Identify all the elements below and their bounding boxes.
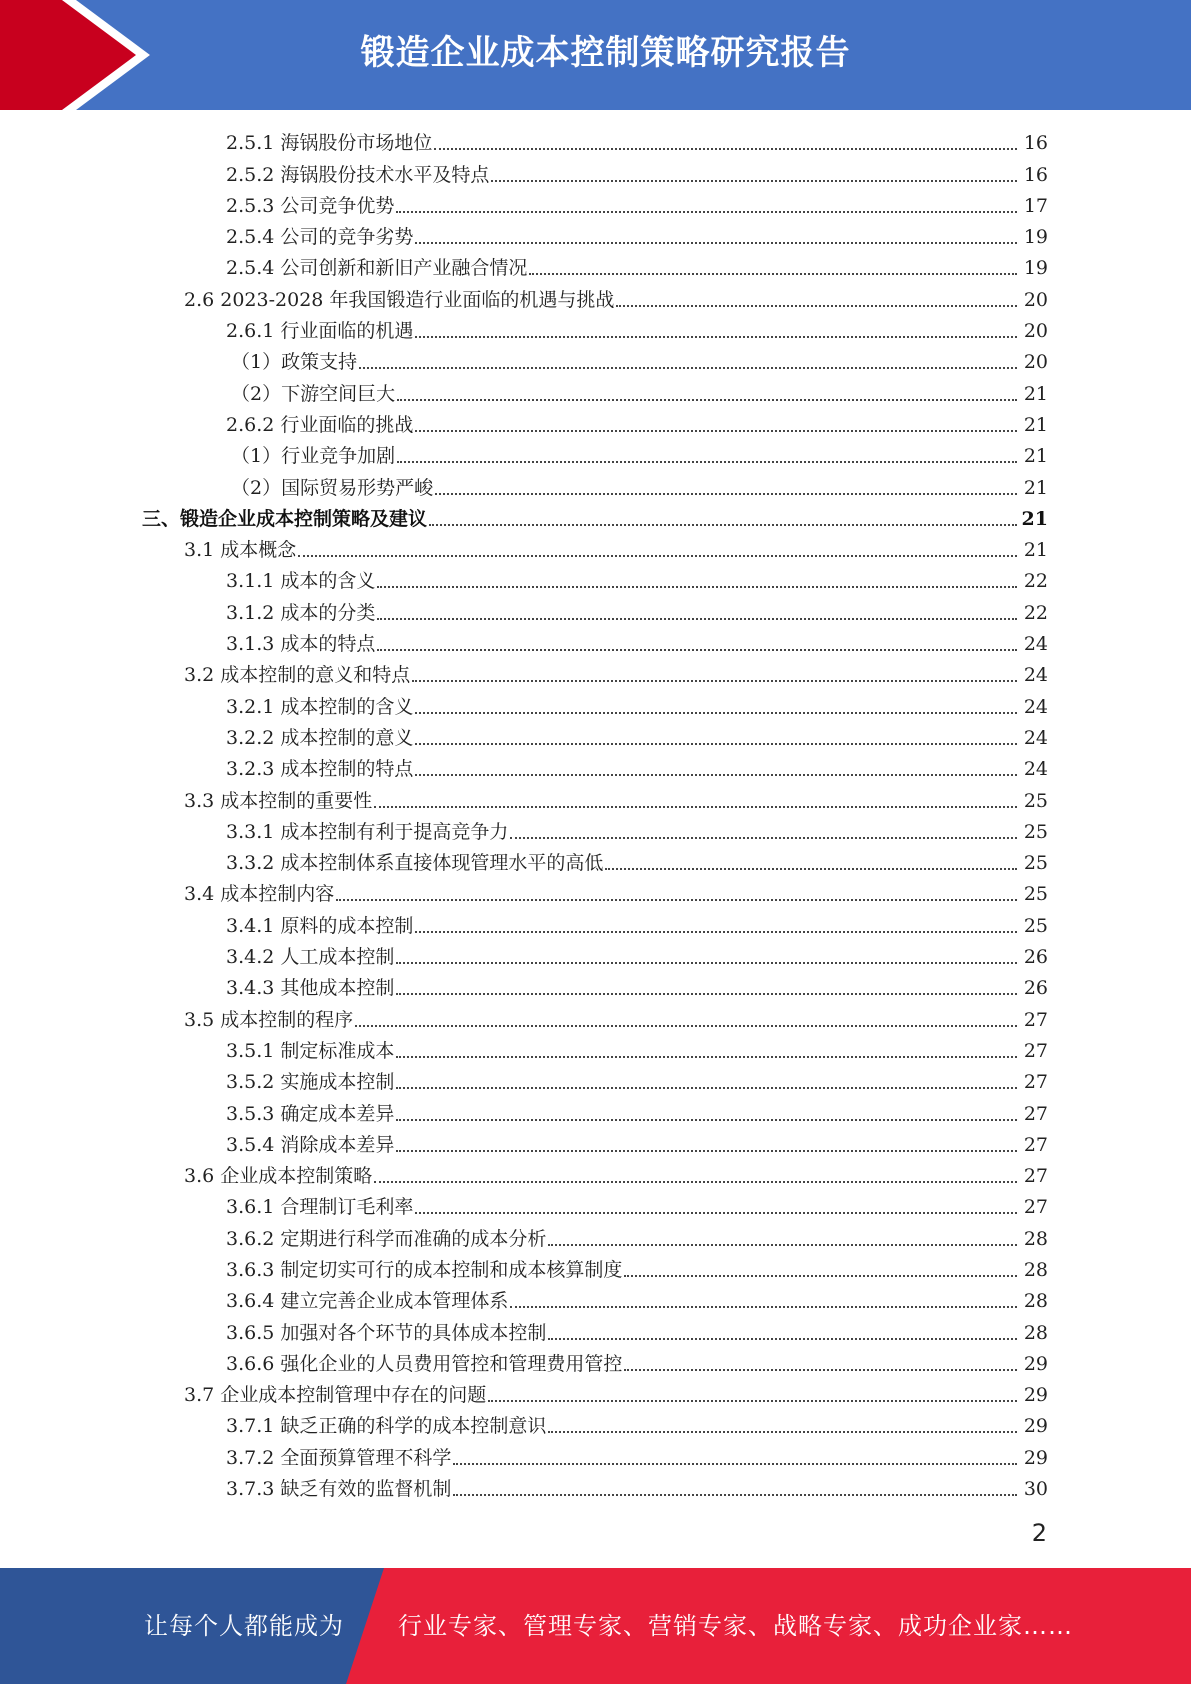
toc-entry-label: 2.5.3 公司竞争优势 (226, 194, 395, 217)
report-title: 锻造企业成本控制策略研究报告 (360, 33, 851, 73)
toc-entry-page: 29 (1023, 1384, 1048, 1407)
toc-entry[interactable] (0, 1254, 1191, 1285)
toc-entry-page: 24 (1023, 664, 1048, 687)
toc-entry-label: 3.3.2 成本控制体系直接体现管理水平的高低 (226, 852, 604, 875)
toc-dot-leader (377, 618, 1017, 620)
toc-entry-page: 21 (1023, 539, 1048, 562)
toc-entry[interactable] (0, 315, 1191, 346)
toc-entry-page: 27 (1023, 1071, 1048, 1094)
toc-entry-label: 3.1.2 成本的分类 (226, 601, 376, 624)
footer-slogan-right: 行业专家、管理专家、营销专家、战略专家、成功企业家…… (398, 1612, 1073, 1640)
toc-dot-leader (396, 1150, 1017, 1152)
toc-entry-label: 3.3 成本控制的重要性 (184, 789, 373, 812)
toc-entry[interactable] (0, 628, 1191, 659)
toc-entry[interactable] (0, 1003, 1191, 1034)
toc-entry-page: 28 (1023, 1227, 1048, 1250)
toc-dot-leader (548, 1431, 1017, 1433)
toc-dot-leader (298, 555, 1017, 557)
toc-entry[interactable] (0, 534, 1191, 565)
toc-dot-leader (415, 242, 1017, 244)
toc-entry-label: 2.5.4 公司创新和新旧产业融合情况 (226, 257, 528, 280)
toc-entry[interactable] (0, 1473, 1191, 1504)
toc-entry-label: 2.5.1 海锅股份市场地位 (226, 132, 433, 155)
toc-entry-label: 3.5.1 制定标准成本 (226, 1039, 395, 1062)
toc-dot-leader (396, 993, 1017, 995)
toc-dot-leader (397, 399, 1017, 401)
toc-dot-leader (396, 962, 1017, 964)
toc-entry-label: 3.7.2 全面预算管理不科学 (226, 1446, 452, 1469)
toc-entry[interactable] (0, 1441, 1191, 1472)
toc-dot-leader (491, 180, 1017, 182)
toc-entry[interactable] (0, 596, 1191, 627)
page-footer (0, 1568, 1191, 1684)
toc-entry-page: 19 (1023, 226, 1048, 249)
toc-entry-label: 3.5 成本控制的程序 (184, 1008, 354, 1031)
toc-entry-page: 20 (1023, 288, 1048, 311)
toc-entry-label: 3.6.2 定期进行科学而准确的成本分析 (226, 1227, 547, 1250)
toc-entry-label: （1）政策支持 (231, 351, 358, 374)
toc-entry[interactable] (0, 158, 1191, 189)
toc-entry-label: 3.1.1 成本的含义 (226, 570, 376, 593)
toc-entry-page: 21 (1021, 507, 1048, 530)
toc-entry[interactable] (0, 1191, 1191, 1222)
toc-dot-leader (377, 649, 1017, 651)
toc-entry-label: 3.2.3 成本控制的特点 (226, 758, 414, 781)
toc-entry-label: 3.6.1 合理制订毛利率 (226, 1196, 414, 1219)
toc-entry[interactable] (0, 190, 1191, 221)
toc-entry[interactable] (0, 1129, 1191, 1160)
toc-entry-page: 27 (1023, 1133, 1048, 1156)
toc-entry[interactable] (0, 659, 1191, 690)
toc-entry-page: 25 (1023, 820, 1048, 843)
toc-entry-page: 26 (1023, 946, 1048, 969)
toc-dot-leader (488, 1400, 1017, 1402)
toc-dot-leader (415, 336, 1017, 338)
toc-entry[interactable] (0, 409, 1191, 440)
toc-entry-page: 27 (1023, 1165, 1048, 1188)
toc-entry-label: 3.1 成本概念 (184, 539, 297, 562)
toc-entry-page: 22 (1023, 601, 1048, 624)
toc-entry[interactable] (0, 1160, 1191, 1191)
toc-entry[interactable] (0, 690, 1191, 721)
toc-entry-page: 29 (1023, 1352, 1048, 1375)
toc-entry-page: 27 (1023, 1102, 1048, 1125)
toc-entry-label: 3.7 企业成本控制管理中存在的问题 (184, 1384, 487, 1407)
toc-entry-label: 3.6.6 强化企业的人员费用管控和管理费用管控 (226, 1352, 623, 1375)
toc-entry[interactable] (0, 753, 1191, 784)
toc-entry[interactable] (0, 1285, 1191, 1316)
toc-entry-label: 2.6.1 行业面临的机遇 (226, 320, 414, 343)
toc-entry-page: 27 (1023, 1039, 1048, 1062)
toc-entry-label: （2）国际贸易形势严峻 (231, 476, 434, 499)
toc-entry[interactable] (0, 1316, 1191, 1347)
toc-entry-page: 21 (1023, 445, 1048, 468)
toc-entry-label: 2.5.2 海锅股份技术水平及特点 (226, 163, 490, 186)
toc-entry[interactable] (0, 816, 1191, 847)
toc-dot-leader (510, 1306, 1017, 1308)
toc-dot-leader (355, 1025, 1017, 1027)
toc-entry-label: 3.4.2 人工成本控制 (226, 946, 395, 969)
toc-dot-leader (374, 1181, 1017, 1183)
toc-entry-label: 3.5.2 实施成本控制 (226, 1071, 395, 1094)
toc-dot-leader (429, 524, 1017, 526)
footer-slogan-left: 让每个人都能成为 (144, 1612, 344, 1640)
toc-entry[interactable] (0, 252, 1191, 283)
toc-dot-leader (336, 899, 1017, 901)
toc-entry-label: 3.2.2 成本控制的意义 (226, 726, 414, 749)
toc-entry-page: 24 (1023, 633, 1048, 656)
toc-entry[interactable] (0, 565, 1191, 596)
toc-entry-page: 28 (1023, 1258, 1048, 1281)
toc-dot-leader (396, 1087, 1017, 1089)
toc-dot-leader (397, 461, 1017, 463)
toc-entry-label: 3.7.1 缺乏正确的科学的成本控制意识 (226, 1415, 547, 1438)
toc-entry-label: 3.3.1 成本控制有利于提高竞争力 (226, 820, 509, 843)
toc-entry-page: 17 (1023, 194, 1048, 217)
toc-entry-page: 29 (1023, 1415, 1048, 1438)
toc-dot-leader (374, 806, 1017, 808)
toc-dot-leader (415, 774, 1017, 776)
toc-chapter-entry[interactable] (0, 503, 1191, 534)
toc-entry-page: 20 (1023, 351, 1048, 374)
toc-entry[interactable] (0, 1066, 1191, 1097)
toc-entry[interactable] (0, 972, 1191, 1003)
toc-entry-label: 3.2.1 成本控制的含义 (226, 695, 414, 718)
toc-dot-leader (359, 367, 1017, 369)
toc-entry-label: 3.5.4 消除成本差异 (226, 1133, 395, 1156)
toc-dot-leader (510, 837, 1017, 839)
toc-entry[interactable] (0, 1222, 1191, 1253)
toc-dot-leader (605, 868, 1017, 870)
toc-entry-page: 16 (1023, 163, 1048, 186)
toc-entry-label: 3.6.3 制定切实可行的成本控制和成本核算制度 (226, 1258, 623, 1281)
toc-entry-page: 27 (1023, 1008, 1048, 1031)
toc-entry-label: 3.2 成本控制的意义和特点 (184, 664, 411, 687)
toc-entry-page: 30 (1023, 1478, 1048, 1501)
toc-entry[interactable] (0, 377, 1191, 408)
toc-entry-label: 3.7.3 缺乏有效的监督机制 (226, 1478, 452, 1501)
toc-dot-leader (529, 273, 1017, 275)
toc-dot-leader (548, 1338, 1017, 1340)
toc-entry[interactable] (0, 127, 1191, 158)
toc-dot-leader (396, 1119, 1017, 1121)
toc-dot-leader (548, 1244, 1017, 1246)
toc-entry[interactable] (0, 784, 1191, 815)
toc-dot-leader (415, 743, 1017, 745)
toc-entry-page: 25 (1023, 852, 1048, 875)
toc-entry-page: 24 (1023, 726, 1048, 749)
toc-entry-page: 24 (1023, 695, 1048, 718)
toc-entry[interactable] (0, 1097, 1191, 1128)
toc-entry-label: （1）行业竞争加剧 (231, 445, 396, 468)
toc-entry[interactable] (0, 1410, 1191, 1441)
toc-entry[interactable] (0, 941, 1191, 972)
toc-entry-page: 21 (1023, 413, 1048, 436)
toc-entry[interactable] (0, 1035, 1191, 1066)
toc-entry[interactable] (0, 847, 1191, 878)
toc-entry-label: 2.5.4 公司的竞争劣势 (226, 226, 414, 249)
toc-entry[interactable] (0, 722, 1191, 753)
toc-entry-label: 3.4.3 其他成本控制 (226, 977, 395, 1000)
toc-dot-leader (624, 1275, 1017, 1277)
toc-entry-page: 21 (1023, 476, 1048, 499)
toc-entry-page: 28 (1023, 1321, 1048, 1344)
toc-entry-label: 3.6.4 建立完善企业成本管理体系 (226, 1290, 509, 1313)
toc-entry-page: 29 (1023, 1446, 1048, 1469)
toc-entry-label: 3.4 成本控制内容 (184, 883, 335, 906)
toc-entry[interactable] (0, 440, 1191, 471)
toc-entry[interactable] (0, 1348, 1191, 1379)
toc-dot-leader (453, 1494, 1017, 1496)
toc-entry[interactable] (0, 878, 1191, 909)
toc-dot-leader (396, 211, 1017, 213)
toc-entry[interactable] (0, 346, 1191, 377)
toc-entry-label: 2.6.2 行业面临的挑战 (226, 413, 414, 436)
toc-dot-leader (415, 430, 1017, 432)
toc-dot-leader (415, 1212, 1017, 1214)
toc-entry-page: 25 (1023, 789, 1048, 812)
page-number: 2 (1031, 1519, 1047, 1547)
toc-entry-page: 25 (1023, 914, 1048, 937)
toc-entry[interactable] (0, 471, 1191, 502)
toc-entry-page: 20 (1023, 320, 1048, 343)
toc-entry-page: 25 (1023, 883, 1048, 906)
toc-entry[interactable] (0, 221, 1191, 252)
toc-entry-page: 28 (1023, 1290, 1048, 1313)
toc-entry-label: 3.4.1 原料的成本控制 (226, 914, 414, 937)
toc-dot-leader (616, 305, 1017, 307)
toc-entry-label: 2.6 2023-2028 年我国锻造行业面临的机遇与挑战 (184, 288, 615, 311)
toc-entry[interactable] (0, 283, 1191, 314)
toc-entry[interactable] (0, 1379, 1191, 1410)
toc-dot-leader (415, 712, 1017, 714)
page-header (0, 0, 1191, 110)
toc-entry-page: 21 (1023, 382, 1048, 405)
toc-dot-leader (415, 931, 1017, 933)
toc-dot-leader (412, 680, 1017, 682)
toc-dot-leader (453, 1463, 1017, 1465)
toc-entry-label: 三、锻造企业成本控制策略及建议 (142, 507, 428, 530)
toc-dot-leader (435, 493, 1017, 495)
toc-dot-leader (377, 586, 1017, 588)
toc-entry-label: 3.1.3 成本的特点 (226, 633, 376, 656)
toc-entry-label: （2）下游空间巨大 (231, 382, 396, 405)
toc-dot-leader (434, 148, 1017, 150)
toc-entry-label: 3.6 企业成本控制策略 (184, 1165, 373, 1188)
toc-entry[interactable] (0, 909, 1191, 940)
toc-dot-leader (396, 1056, 1017, 1058)
toc-entry-page: 27 (1023, 1196, 1048, 1219)
toc-entry-page: 19 (1023, 257, 1048, 280)
toc-entry-label: 3.5.3 确定成本差异 (226, 1102, 395, 1125)
toc-dot-leader (624, 1369, 1017, 1371)
toc-entry-label: 3.6.5 加强对各个环节的具体成本控制 (226, 1321, 547, 1344)
table-of-contents (0, 127, 1191, 1504)
toc-entry-page: 26 (1023, 977, 1048, 1000)
toc-entry-page: 16 (1023, 132, 1048, 155)
toc-entry-page: 24 (1023, 758, 1048, 781)
toc-entry-page: 22 (1023, 570, 1048, 593)
